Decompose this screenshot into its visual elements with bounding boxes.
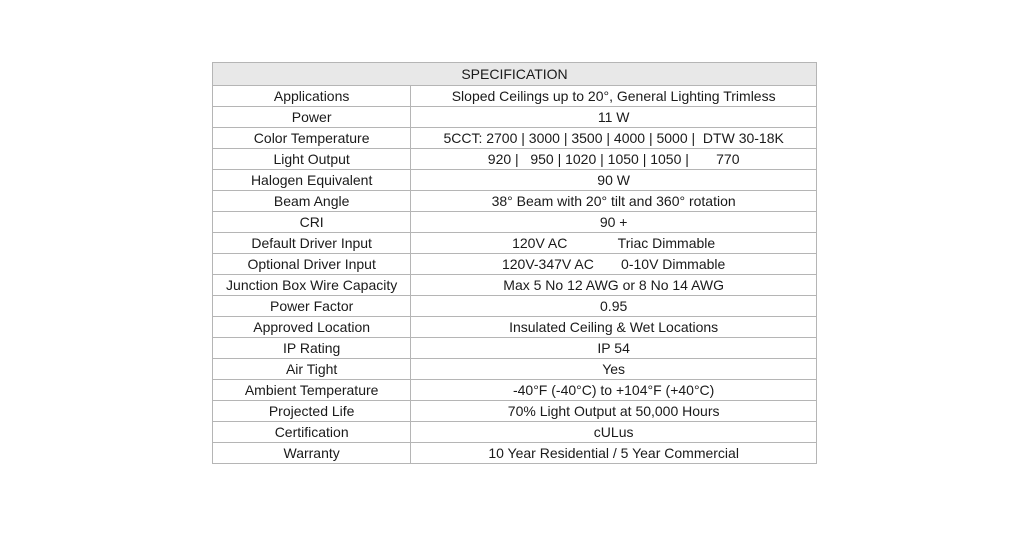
spec-value: Insulated Ceiling & Wet Locations [411, 317, 817, 338]
spec-value: Sloped Ceilings up to 20°, General Lighting Trimless [411, 86, 817, 107]
table-row [213, 275, 817, 296]
table-row [213, 254, 817, 275]
spec-label: Optional Driver Input [213, 254, 411, 275]
spec-value: IP 54 [411, 338, 817, 359]
spec-label: Default Driver Input [213, 233, 411, 254]
spec-label: Power [213, 107, 411, 128]
spec-value: 5CCT: 2700 | 3000 | 3500 | 4000 | 5000 | DTW 30-18K [411, 128, 817, 149]
spec-label: Junction Box Wire Capacity [213, 275, 411, 296]
table-row [213, 191, 817, 212]
spec-label: Beam Angle [213, 191, 411, 212]
table-row [213, 233, 817, 254]
spec-label: Ambient Temperature [213, 380, 411, 401]
table-row [213, 296, 817, 317]
table-row [213, 359, 817, 380]
table-row [213, 443, 817, 464]
spec-label: Power Factor [213, 296, 411, 317]
table-row [213, 401, 817, 422]
spec-label: Warranty [213, 443, 411, 464]
spec-label: Projected Life [213, 401, 411, 422]
table-row [213, 170, 817, 191]
spec-label: Color Temperature [213, 128, 411, 149]
table-row [213, 317, 817, 338]
table-header-row [213, 63, 817, 86]
specification-table [212, 62, 817, 464]
spec-value: cULus [411, 422, 817, 443]
spec-value: 120V AC Triac Dimmable [411, 233, 817, 254]
table-row [213, 86, 817, 107]
spec-label: Light Output [213, 149, 411, 170]
table-row [213, 422, 817, 443]
spec-value: Yes [411, 359, 817, 380]
spec-value: 120V-347V AC 0-10V Dimmable [411, 254, 817, 275]
spec-value: 11 W [411, 107, 817, 128]
table-row [213, 128, 817, 149]
spec-label: Certification [213, 422, 411, 443]
table-row [213, 107, 817, 128]
spec-label: Approved Location [213, 317, 411, 338]
spec-label: Halogen Equivalent [213, 170, 411, 191]
spec-value: 90 W [411, 170, 817, 191]
table-title: SPECIFICATION [213, 63, 817, 86]
spec-value: 38° Beam with 20° tilt and 360° rotation [411, 191, 817, 212]
spec-value: 10 Year Residential / 5 Year Commercial [411, 443, 817, 464]
table-row [213, 338, 817, 359]
table-body [213, 86, 817, 464]
spec-label: CRI [213, 212, 411, 233]
spec-label: IP Rating [213, 338, 411, 359]
spec-value: Max 5 No 12 AWG or 8 No 14 AWG [411, 275, 817, 296]
spec-value: 90 + [411, 212, 817, 233]
table-row [213, 380, 817, 401]
spec-value: 920 | 950 | 1020 | 1050 | 1050 | 770 [411, 149, 817, 170]
table-row [213, 149, 817, 170]
spec-value: 0.95 [411, 296, 817, 317]
spec-label: Air Tight [213, 359, 411, 380]
spec-value: 70% Light Output at 50,000 Hours [411, 401, 817, 422]
spec-label: Applications [213, 86, 411, 107]
spec-value: -40°F (-40°C) to +104°F (+40°C) [411, 380, 817, 401]
table-row [213, 212, 817, 233]
